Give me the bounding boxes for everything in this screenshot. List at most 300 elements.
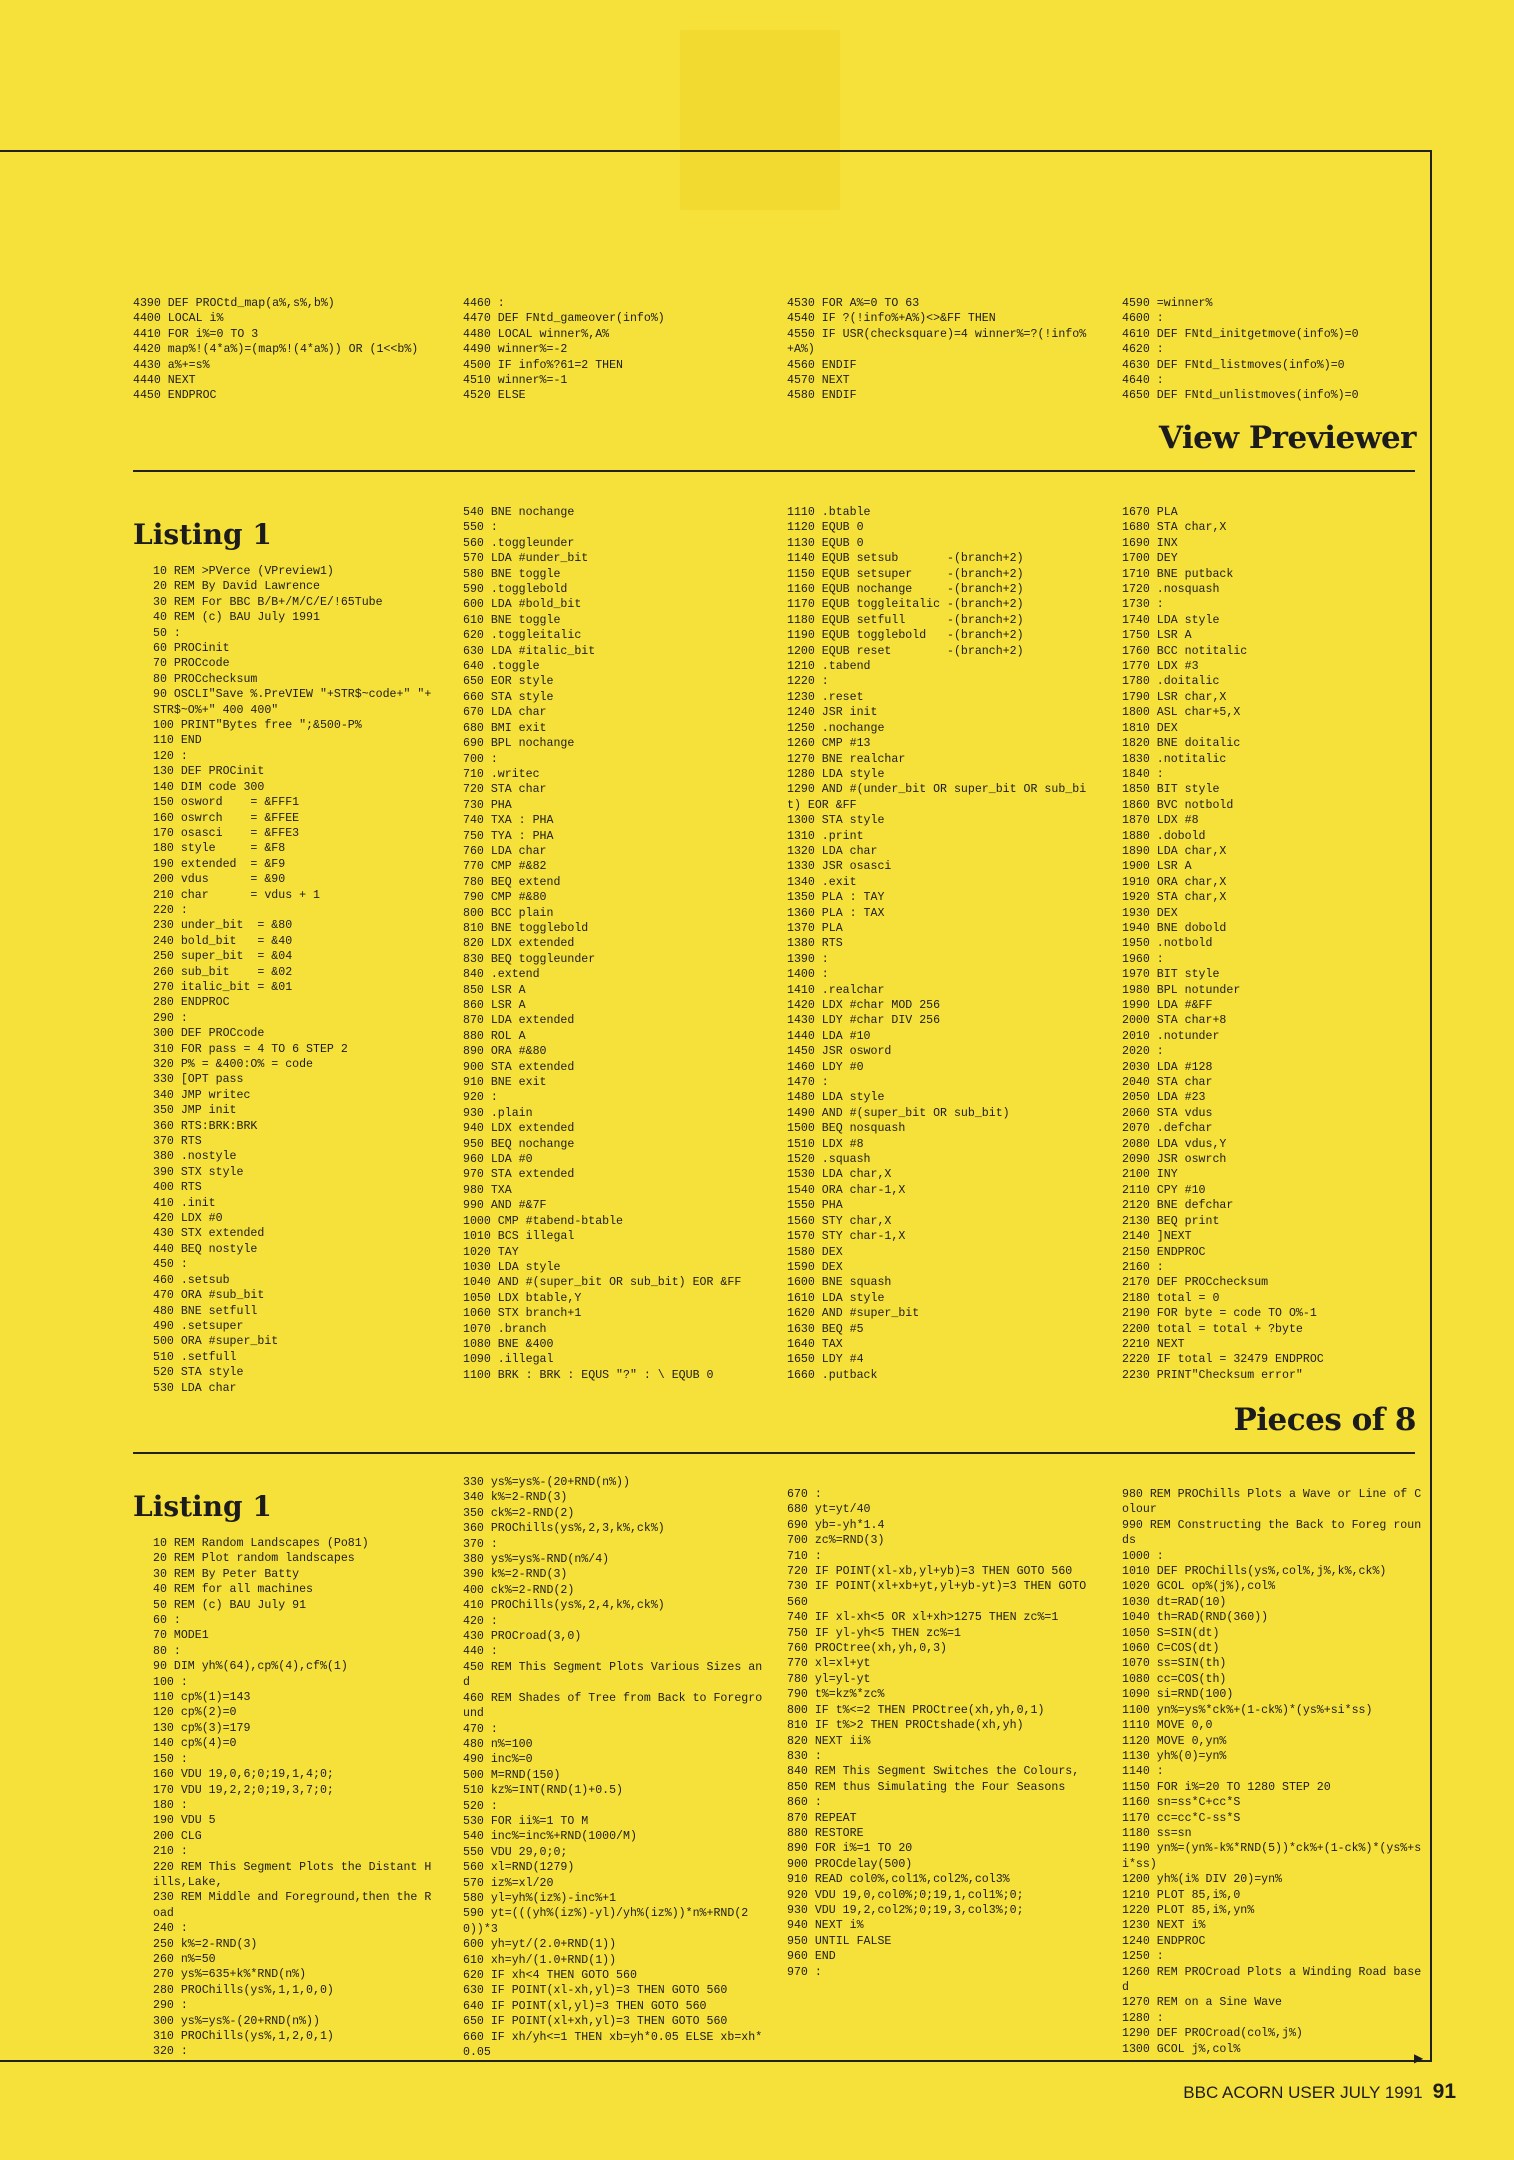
code-line: 150 osword = &FFF1 [153, 796, 300, 810]
code-line: 1460 LDY #0 [787, 1060, 864, 1074]
code-line: 350 ck%=2-RND(2) [463, 1506, 575, 1520]
code-line: 1270 REM on a Sine Wave [1122, 1996, 1283, 2010]
code-line: 1570 STY char-1,X [787, 1230, 906, 1244]
view-previewer-title: View Previewer [1158, 420, 1416, 456]
code-line: 270 italic_bit = &01 [153, 980, 293, 994]
code-line: 1800 ASL char+5,X [1122, 706, 1241, 720]
code-line: 1490 AND #(super_bit OR sub_bit) [787, 1106, 1010, 1120]
code-line: 620 .toggleitalic [463, 629, 582, 643]
code-line: 990 AND #&7F [463, 1199, 547, 1213]
code-line: 410 PROChills(ys%,2,4,k%,ck%) [463, 1599, 665, 1613]
code-line: 50 : [153, 626, 181, 640]
top-code-col-2 [463, 296, 763, 404]
code-line: 480 BNE setfull [153, 1304, 258, 1318]
code-line: 140 cp%(4)=0 [153, 1737, 237, 1751]
code-line: 970 : [787, 1965, 822, 1979]
pieces-of-8-code-col-1 [153, 1536, 435, 2060]
code-line: 4490 winner%=-2 [463, 343, 568, 357]
code-line: 430 STX extended [153, 1227, 265, 1241]
view-previewer-listing-label: Listing 1 [133, 518, 272, 551]
code-line: 4650 DEF FNtd_unlistmoves(info%)=0 [1122, 389, 1359, 403]
code-line: 880 RESTORE [787, 1826, 864, 1840]
code-line: 2200 total = total + ?byte [1122, 1322, 1303, 1336]
code-line: 360 RTS:BRK:BRK [153, 1119, 258, 1133]
code-line: 20 REM Plot random landscapes [153, 1552, 355, 1566]
code-line: 60 : [153, 1614, 181, 1628]
view-previewer-code-col-4 [1122, 505, 1422, 1383]
code-line: 130 DEF PROCinit [153, 765, 265, 779]
code-line: 530 LDA char [153, 1381, 237, 1395]
code-line: 790 t%=kz%*zc% [787, 1688, 885, 1702]
code-line: 90 OSCLI"Save %.PreVIEW "+STR$~code+" "+STR$~O%+" 400 400" [153, 688, 432, 717]
code-line: 1130 yh%(0)=yn% [1122, 1749, 1227, 1763]
code-line: 740 TXA : PHA [463, 814, 554, 828]
code-line: 1250 .nochange [787, 721, 885, 735]
code-line: 120 cp%(2)=0 [153, 1706, 237, 1720]
code-line: 290 : [153, 1011, 188, 1025]
code-line: 1360 PLA : TAX [787, 906, 885, 920]
code-line: 1300 GCOL j%,col% [1122, 2042, 1241, 2056]
code-line: 1930 DEX [1122, 906, 1178, 920]
pieces-of-8-code-col-2 [463, 1475, 763, 2060]
code-line: 300 ys%=ys%-(20+RND(n%)) [153, 2014, 320, 2028]
code-line: 1030 dt=RAD(10) [1122, 1595, 1227, 1609]
code-line: 410 .init [153, 1196, 216, 1210]
code-line: 2040 STA char [1122, 1076, 1213, 1090]
code-line: 800 BCC plain [463, 906, 554, 920]
code-line: 500 ORA #super_bit [153, 1335, 279, 1349]
code-line: 1080 BNE &400 [463, 1337, 554, 1351]
code-line: 4440 NEXT [133, 374, 196, 388]
code-line: 260 n%=50 [153, 1952, 216, 1966]
code-line: 1140 EQUB setsub -(branch+2) [787, 552, 1024, 566]
code-line: 1350 PLA : TAY [787, 891, 885, 905]
code-line: 990 REM Constructing the Back to Foreg rounds [1122, 1518, 1422, 1548]
code-line: 190 VDU 5 [153, 1814, 216, 1828]
code-line: 730 IF POINT(xl+xb+yt,yl+yb-yt)=3 THEN GOTO 560 [787, 1580, 1094, 1609]
code-line: 1290 AND #(under_bit OR super_bit OR sub_bit) EOR &FF [787, 783, 1087, 812]
top-code-col-1 [133, 296, 433, 404]
code-line: 2060 STA vdus [1122, 1106, 1213, 1120]
code-line: 4520 ELSE [463, 389, 526, 403]
code-line: 370 RTS [153, 1135, 202, 1149]
code-line: 340 JMP writec [153, 1088, 251, 1102]
code-line: 190 extended = &F9 [153, 857, 286, 871]
code-line: 160 VDU 19,0,6;0;19,1,4;0; [153, 1768, 334, 1782]
code-line: 900 PROCdelay(500) [787, 1857, 913, 1871]
code-line: 230 under_bit = &80 [153, 919, 293, 933]
code-line: 280 PROChills(ys%,1,1,0,0) [153, 1983, 334, 1997]
code-line: 630 IF POINT(xl-xh,yl)=3 THEN GOTO 560 [463, 1984, 728, 1998]
code-line: 540 BNE nochange [463, 506, 575, 519]
code-line: 350 JMP init [153, 1104, 237, 1118]
code-line: 1300 STA style [787, 814, 885, 828]
code-line: 510 .setfull [153, 1350, 237, 1364]
code-line: 1970 BIT style [1122, 968, 1220, 982]
code-line: 1990 LDA #&FF [1122, 999, 1213, 1012]
code-line: 2220 IF total = 32479 ENDPROC [1122, 1353, 1324, 1367]
code-line: 1640 TAX [787, 1337, 843, 1351]
code-line: 30 REM For BBC B/B+/M/C/E/!65Tube [153, 595, 383, 609]
code-line: 700 : [463, 752, 498, 766]
code-line: 1650 LDY #4 [787, 1353, 864, 1367]
code-line: 4590 =winner% [1122, 297, 1213, 310]
code-line: 620 IF xh<4 THEN GOTO 560 [463, 1969, 637, 1982]
code-line: 1980 BPL notunder [1122, 983, 1241, 997]
code-line: 4390 DEF PROCtd_map(a%,s%,b%) [133, 297, 335, 310]
code-line: 1090 .illegal [463, 1353, 554, 1367]
code-line: 610 xh=yh/(1.0+RND(1)) [463, 1953, 617, 1967]
code-line: 110 END [153, 734, 202, 748]
code-line: 1000 CMP #tabend-btable [463, 1214, 624, 1228]
code-line: 1230 .reset [787, 690, 864, 704]
code-line: 1690 INX [1122, 536, 1178, 550]
code-line: 1770 LDX #3 [1122, 660, 1199, 674]
code-line: 1710 BNE putback [1122, 567, 1234, 581]
code-line: 100 PRINT"Bytes free ";&500-P% [153, 719, 362, 733]
code-line: 2150 ENDPROC [1122, 1245, 1206, 1259]
code-line: 320 P% = &400:O% = code [153, 1058, 314, 1071]
code-line: 2020 : [1122, 1045, 1164, 1059]
code-line: 500 M=RND(150) [463, 1768, 561, 1782]
code-line: 1900 LSR A [1122, 860, 1192, 874]
code-line: 460 .setsub [153, 1273, 230, 1287]
code-line: 790 CMP #&80 [463, 891, 547, 905]
code-line: 330 [OPT pass [153, 1073, 244, 1087]
code-line: 1120 MOVE 0,yn% [1122, 1734, 1227, 1748]
code-line: 520 STA style [153, 1366, 244, 1380]
code-line: 1380 RTS [787, 937, 843, 951]
code-line: 550 VDU 29,0;0; [463, 1845, 568, 1859]
right-rule [1430, 150, 1432, 2060]
code-line: 710 : [787, 1549, 822, 1563]
code-line: 930 VDU 19,2,col2%;0;19,3,col3%;0; [787, 1903, 1024, 1917]
code-line: 1500 BEQ nosquash [787, 1122, 906, 1136]
code-line: 390 k%=2-RND(3) [463, 1568, 568, 1582]
code-line: 400 ck%=2-RND(2) [463, 1583, 575, 1597]
code-line: 230 REM Middle and Foreground,then the Road [153, 1891, 432, 1920]
code-line: 830 BEQ toggleunder [463, 952, 596, 966]
code-line: 4610 DEF FNtd_initgetmove(info%)=0 [1122, 327, 1359, 341]
code-line: 760 PROCtree(xh,yh,0,3) [787, 1642, 948, 1656]
code-line: 530 FOR ii%=1 TO M [463, 1814, 589, 1828]
code-line: 2230 PRINT"Checksum error" [1122, 1368, 1303, 1382]
code-line: 1580 DEX [787, 1245, 843, 1259]
code-line: 1310 .print [787, 829, 864, 843]
code-line: 770 CMP #&82 [463, 860, 547, 874]
code-line: 160 oswrch = &FFEE [153, 811, 300, 825]
code-line: 1520 .squash [787, 1153, 871, 1167]
code-line: 1340 .exit [787, 875, 857, 889]
code-line: 2050 LDA #23 [1122, 1091, 1206, 1105]
code-line: 570 LDA #under_bit [463, 552, 589, 566]
code-line: 4400 LOCAL i% [133, 312, 224, 326]
code-line: 1620 AND #super_bit [787, 1307, 920, 1321]
code-line: 1730 : [1122, 598, 1164, 612]
code-line: 2210 NEXT [1122, 1337, 1185, 1351]
code-line: 1020 GCOL op%(j%),col% [1122, 1580, 1276, 1594]
code-line: 1880 .dobold [1122, 829, 1206, 843]
code-line: 450 : [153, 1258, 188, 1272]
code-line: 2100 INY [1122, 1168, 1178, 1182]
code-line: 220 : [153, 903, 188, 917]
code-line: 1100 yn%=ys%*ck%+(1-ck%)*(ys%+si*ss) [1122, 1703, 1373, 1717]
code-line: 1680 STA char,X [1122, 521, 1227, 535]
code-line: 840 REM This Segment Switches the Colours, [787, 1765, 1080, 1779]
code-line: 370 : [463, 1537, 498, 1551]
code-line: 420 LDX #0 [153, 1212, 223, 1226]
code-line: 720 STA char [463, 783, 547, 797]
code-line: 730 PHA [463, 798, 512, 812]
code-line: 1170 EQUB toggleitalic -(branch+2) [787, 598, 1024, 612]
code-line: 850 REM thus Simulating the Four Seasons [787, 1780, 1066, 1794]
code-line: 220 REM This Segment Plots the Distant Hills,Lake, [153, 1860, 432, 1889]
code-line: 880 ROL A [463, 1029, 526, 1043]
code-line: 1120 EQUB 0 [787, 521, 864, 535]
code-line: 1860 BVC notbold [1122, 798, 1234, 812]
code-line: 1840 : [1122, 767, 1164, 781]
pieces-of-8-listing-label: Listing 1 [133, 1490, 272, 1523]
code-line: 1110 .btable [787, 506, 871, 519]
code-line: 980 REM PROChills Plots a Wave or Line of Colour [1122, 1488, 1422, 1517]
code-line: 450 REM This Segment Plots Various Sizes and [463, 1660, 763, 1690]
code-line: 330 ys%=ys%-(20+RND(n%)) [463, 1476, 630, 1489]
code-line: 2130 BEQ print [1122, 1214, 1220, 1228]
code-line: 4560 ENDIF [787, 358, 857, 372]
code-line: 130 cp%(3)=179 [153, 1721, 251, 1735]
code-line: 1080 cc=COS(th) [1122, 1672, 1227, 1686]
code-line: 360 PROChills(ys%,2,3,k%,ck%) [463, 1522, 665, 1536]
code-line: 4420 map%!(4*a%)=(map%!(4*a%)) OR (1<<b%) [133, 343, 419, 357]
code-line: 4640 : [1122, 374, 1164, 388]
code-line: 2120 BNE defchar [1122, 1199, 1234, 1213]
code-line: 1420 LDX #char MOD 256 [787, 999, 941, 1012]
pieces-of-8-code-col-3 [787, 1487, 1094, 1980]
code-line: 860 LSR A [463, 999, 526, 1012]
code-line: 1330 JSR osasci [787, 860, 892, 874]
code-line: 860 : [787, 1796, 822, 1810]
code-line: 640 .toggle [463, 660, 540, 674]
top-rule [0, 150, 1432, 152]
code-line: 1780 .doitalic [1122, 675, 1220, 689]
code-line: 2030 LDA #128 [1122, 1060, 1213, 1074]
code-line: 1630 BEQ #5 [787, 1322, 864, 1336]
code-line: 140 DIM code 300 [153, 780, 265, 794]
code-line: 1020 TAY [463, 1245, 519, 1259]
code-line: 120 : [153, 749, 188, 763]
code-line: 920 : [463, 1091, 498, 1105]
code-line: 200 vdus = &90 [153, 873, 286, 887]
code-line: 240 bold_bit = &40 [153, 934, 293, 948]
code-line: 290 : [153, 1999, 188, 2013]
code-line: 1390 : [787, 952, 829, 966]
page-number: 91 [1432, 2080, 1456, 2103]
code-line: 310 PROChills(ys%,1,2,0,1) [153, 2030, 334, 2043]
code-line: 270 ys%=635+k%*RND(n%) [153, 1968, 307, 1982]
code-line: 1160 sn=ss*C+cc*S [1122, 1796, 1241, 1810]
pieces-of-8-title: Pieces of 8 [1233, 1402, 1416, 1438]
code-line: 4620 : [1122, 343, 1164, 357]
code-line: 1130 EQUB 0 [787, 536, 864, 550]
code-line: 50 REM (c) BAU July 91 [153, 1598, 307, 1612]
code-line: 1280 LDA style [787, 767, 885, 781]
code-line: 1000 : [1122, 1549, 1164, 1563]
code-line: 1090 si=RND(100) [1122, 1688, 1234, 1702]
code-line: 4630 DEF FNtd_listmoves(info%)=0 [1122, 358, 1345, 372]
code-line: 180 : [153, 1798, 188, 1812]
code-line: 2140 ]NEXT [1122, 1230, 1192, 1244]
code-line: 1270 BNE realchar [787, 752, 906, 766]
top-code-col-4 [1122, 296, 1422, 404]
code-line: 1320 LDA char [787, 844, 878, 858]
code-line: 1050 LDX btable,Y [463, 1291, 582, 1305]
code-line: 10 REM Random Landscapes (Po81) [153, 1537, 369, 1550]
continue-arrow-icon: ▶ [1414, 2051, 1424, 2065]
code-line: 1230 NEXT i% [1122, 1919, 1206, 1933]
code-line: 1010 DEF PROChills(ys%,col%,j%,k%,ck%) [1122, 1565, 1387, 1579]
code-line: 1050 S=SIN(dt) [1122, 1626, 1220, 1640]
code-line: 1150 FOR i%=20 TO 1280 STEP 20 [1122, 1780, 1331, 1794]
code-line: 1210 .tabend [787, 660, 871, 674]
code-line: 1220 : [787, 675, 829, 689]
code-line: 1820 BNE doitalic [1122, 737, 1241, 751]
code-line: 4550 IF USR(checksquare)=4 winner%=?(!info%+A%) [787, 327, 1087, 357]
code-line: 780 BEQ extend [463, 875, 561, 889]
code-line: 210 : [153, 1845, 188, 1859]
code-line: 200 CLG [153, 1829, 202, 1843]
code-line: 1910 ORA char,X [1122, 875, 1227, 889]
code-line: 2170 DEF PROCchecksum [1122, 1276, 1269, 1290]
code-line: 170 osasci = &FFE3 [153, 826, 300, 840]
code-line: 1400 : [787, 968, 829, 982]
code-line: 970 STA extended [463, 1168, 575, 1182]
code-line: 1260 REM PROCroad Plots a Winding Road based [1122, 1965, 1422, 1994]
code-line: 940 LDX extended [463, 1122, 575, 1136]
code-line: 1480 LDA style [787, 1091, 885, 1105]
code-line: 4570 NEXT [787, 374, 850, 388]
code-line: 1200 yh%(i% DIV 20)=yn% [1122, 1873, 1283, 1887]
code-line: 630 LDA #italic_bit [463, 644, 596, 658]
code-line: 1190 yn%=(yn%-k%*RND(5))*ck%+(1-ck%)*(ys%+si*ss) [1122, 1842, 1422, 1871]
code-line: 750 TYA : PHA [463, 829, 554, 843]
code-line: 440 : [463, 1645, 498, 1659]
code-line: 2000 STA char+8 [1122, 1014, 1227, 1028]
top-code-col-3 [787, 296, 1087, 404]
bottom-rule [0, 2060, 1432, 2062]
code-line: 1010 BCS illegal [463, 1230, 575, 1244]
code-line: 380 ys%=ys%-RND(n%/4) [463, 1553, 610, 1567]
code-line: 70 MODE1 [153, 1629, 209, 1643]
code-line: 80 PROCchecksum [153, 672, 258, 686]
code-line: 650 EOR style [463, 675, 554, 689]
code-line: 1600 BNE squash [787, 1276, 892, 1290]
code-line: 1040 AND #(super_bit OR sub_bit) EOR &FF [463, 1276, 742, 1290]
code-line: 4430 a%+=s% [133, 358, 210, 372]
code-line: 510 kz%=INT(RND(1)+0.5) [463, 1784, 624, 1798]
code-line: 910 BNE exit [463, 1076, 547, 1090]
code-line: 2080 LDA vdus,Y [1122, 1137, 1227, 1151]
code-line: 4540 IF ?(!info%+A%)<>&FF THEN [787, 312, 996, 326]
code-line: 1920 STA char,X [1122, 891, 1227, 905]
code-line: 2010 .notunder [1122, 1029, 1220, 1043]
code-line: 820 NEXT ii% [787, 1734, 871, 1748]
code-line: 340 k%=2-RND(3) [463, 1491, 568, 1505]
code-line: 820 LDX extended [463, 937, 575, 951]
code-line: 1160 EQUB nochange -(branch+2) [787, 583, 1024, 597]
code-line: 710 .writec [463, 767, 540, 781]
code-line: 180 style = &F8 [153, 842, 286, 856]
code-line: 420 : [463, 1614, 498, 1628]
code-line: 1370 PLA [787, 921, 843, 935]
code-line: 800 IF t%<=2 THEN PROCtree(xh,yh,0,1) [787, 1703, 1045, 1717]
code-line: 90 DIM yh%(64),cp%(4),cf%(1) [153, 1660, 348, 1674]
code-line: 590 yt=(((yh%(iz%)-yl)/yh%(iz%))*n%+RND(20))*3 [463, 1907, 749, 1936]
view-previewer-rule [133, 470, 1415, 472]
code-line: 4500 IF info%?61=2 THEN [463, 358, 624, 372]
code-line: 1950 .notbold [1122, 937, 1213, 951]
code-line: 70 PROCcode [153, 657, 230, 671]
code-line: 1560 STY char,X [787, 1214, 892, 1228]
code-line: 910 READ col0%,col1%,col2%,col3% [787, 1873, 1010, 1887]
code-line: 560 xl=RND(1279) [463, 1861, 575, 1875]
code-line: 1280 : [1122, 2011, 1164, 2025]
code-line: 4470 DEF FNtd_gameover(info%) [463, 312, 665, 326]
code-line: 1240 ENDPROC [1122, 1934, 1206, 1948]
code-line: 4480 LOCAL winner%,A% [463, 327, 610, 341]
code-line: 1040 th=RAD(RND(360)) [1122, 1611, 1269, 1625]
code-line: 720 IF POINT(xl-xb,yl+yb)=3 THEN GOTO 560 [787, 1565, 1073, 1579]
code-line: 940 NEXT i% [787, 1919, 864, 1933]
code-line: 250 super_bit = &04 [153, 950, 293, 964]
code-line: 900 STA extended [463, 1060, 575, 1074]
code-line: 1290 DEF PROCroad(col%,j%) [1122, 2027, 1303, 2041]
code-line: 1440 LDA #10 [787, 1029, 871, 1043]
code-line: 760 LDA char [463, 844, 547, 858]
pieces-of-8-code-col-4 [1122, 1487, 1422, 2057]
code-line: 1410 .realchar [787, 983, 885, 997]
code-line: 600 yh=yt/(2.0+RND(1)) [463, 1938, 617, 1952]
code-line: 570 iz%=xl/20 [463, 1876, 554, 1890]
view-previewer-code-col-3 [787, 505, 1087, 1383]
code-line: 700 zc%=RND(3) [787, 1534, 885, 1548]
faint-background-image [680, 30, 840, 210]
code-line: 810 IF t%>2 THEN PROCtshade(xh,yh) [787, 1719, 1024, 1733]
code-line: 4580 ENDIF [787, 389, 857, 403]
code-line: 520 : [463, 1799, 498, 1813]
page-footer [1183, 2080, 1456, 2104]
code-line: 380 .nostyle [153, 1150, 237, 1164]
code-line: 670 LDA char [463, 706, 547, 720]
code-line: 4530 FOR A%=0 TO 63 [787, 297, 920, 310]
code-line: 2110 CPY #10 [1122, 1183, 1206, 1197]
code-line: 320 : [153, 2045, 188, 2059]
code-line: 550 : [463, 521, 498, 535]
code-line: 490 .setsuper [153, 1319, 244, 1333]
code-line: 1100 BRK : BRK : EQUS "?" : \ EQUB 0 [463, 1368, 714, 1382]
code-line: 20 REM By David Lawrence [153, 580, 320, 594]
code-line: 470 : [463, 1722, 498, 1736]
code-line: 1450 JSR osword [787, 1045, 892, 1059]
code-line: 1220 PLOT 85,i%,yn% [1122, 1903, 1255, 1917]
code-line: 60 PROCinit [153, 642, 230, 656]
code-line: 610 BNE toggle [463, 613, 561, 627]
code-line: 1960 : [1122, 952, 1164, 966]
code-line: 1240 JSR init [787, 706, 878, 720]
code-line: 1760 BCC notitalic [1122, 644, 1248, 658]
code-line: 1170 cc=cc*C-ss*S [1122, 1811, 1241, 1825]
code-line: 110 cp%(1)=143 [153, 1691, 251, 1705]
code-line: 960 LDA #0 [463, 1153, 533, 1167]
